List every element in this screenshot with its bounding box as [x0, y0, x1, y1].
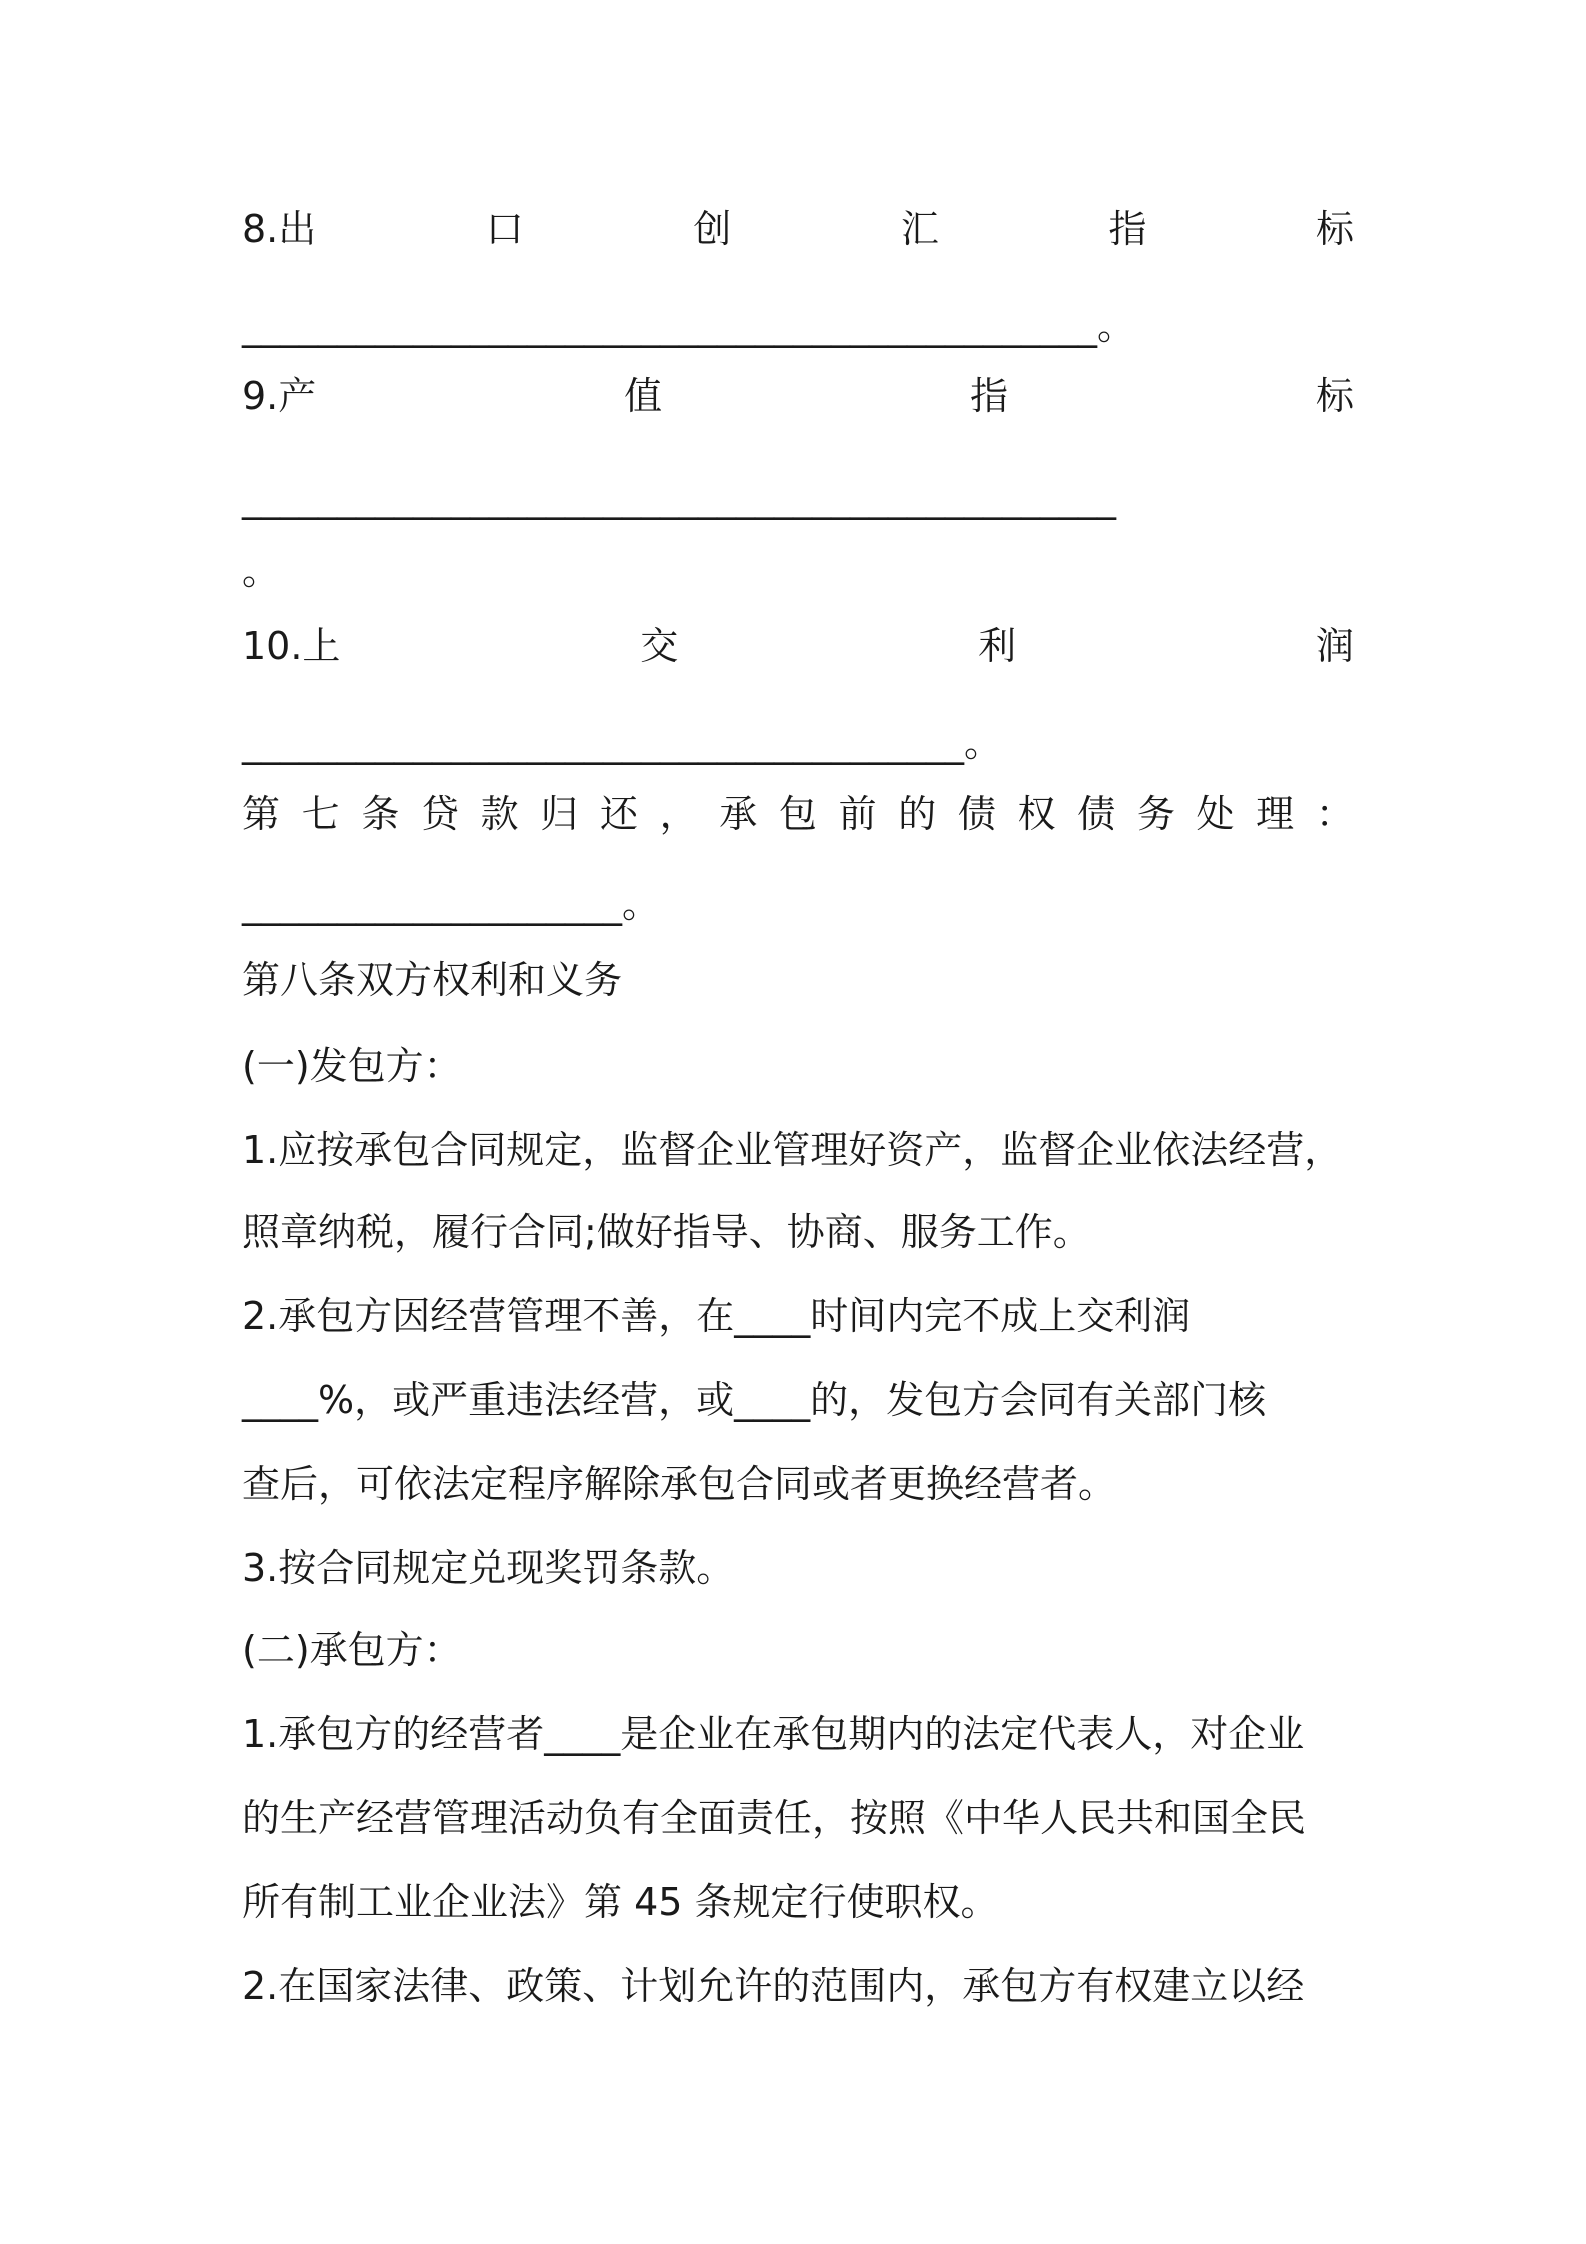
- article-7-char: 处: [1196, 792, 1235, 836]
- party-b-heading: (二)承包方：: [242, 1628, 462, 1672]
- article-7-char: 债: [1077, 792, 1116, 836]
- item-8-char: 8.出: [242, 207, 317, 251]
- article-7-char: 前: [838, 792, 877, 836]
- party-a-item-1-line-2: 照章纳税，履行合同;做好指导、协商、服务工作。: [242, 1210, 1091, 1254]
- item-9-char: 指: [970, 374, 1009, 418]
- article-7-char: 务: [1136, 792, 1175, 836]
- article-7-blank: ____________________。: [242, 882, 661, 926]
- item-10-char: 10.上: [242, 624, 341, 668]
- article-7-char: 债: [957, 792, 996, 836]
- item-9-char: 值: [624, 374, 663, 418]
- paragraph-text: 1.应按承包合同规定，监督企业管理好资产，监督企业依法经营，: [242, 1128, 1343, 1172]
- item-8-char: 口: [485, 207, 524, 251]
- article-7-char: 贷: [420, 792, 459, 836]
- party-b-item-2-line-1: 2.在国家法律、政策、计划允许的范围内，承包方有权建立以经: [242, 1964, 1305, 2008]
- party-a-item-2-line-3: 查后，可依法定程序解除承包合同或者更换经营者。: [242, 1462, 1117, 1506]
- item-10-heading: [242, 620, 1354, 672]
- article-7-char: ：: [1315, 792, 1354, 836]
- party-a-item-2-line-2: ____%，或严重违法经营，或____的，发包方会同有关部门核: [242, 1378, 1267, 1422]
- article-7-char: 第: [242, 792, 281, 836]
- article-7-char: ，: [659, 792, 698, 836]
- article-7-char: 的: [898, 792, 937, 836]
- item-8-char: 汇: [900, 207, 939, 251]
- article-7-char: 条: [361, 792, 400, 836]
- article-7-char: 款: [480, 792, 519, 836]
- article-7-char: 七: [301, 792, 340, 836]
- item-10-blank: ______________________________________。: [242, 721, 1003, 765]
- item-10-char: 交: [640, 624, 679, 668]
- item-9-char: 标: [1315, 374, 1354, 418]
- article-7-char: 理: [1256, 792, 1295, 836]
- item-9-char: 9.产: [242, 374, 317, 418]
- item-9-heading: [242, 370, 1354, 422]
- item-9-period: 。: [242, 549, 281, 593]
- item-8-blank: _____________________________________________。: [242, 304, 1136, 348]
- item-8-char: 标: [1315, 207, 1354, 251]
- article-8-title: 第八条双方权利和义务: [242, 958, 623, 1002]
- article-7-char: 归: [540, 792, 579, 836]
- item-10-char: 润: [1315, 624, 1354, 668]
- article-7-char: 权: [1017, 792, 1056, 836]
- item-9-blank: ______________________________________________: [242, 476, 1116, 520]
- article-7-char: 承: [719, 792, 758, 836]
- item-8-char: 创: [693, 207, 732, 251]
- party-a-item-1-line-1: [242, 1124, 1354, 1176]
- article-7-char: 包: [778, 792, 817, 836]
- party-a-item-2-line-1: 2.承包方因经营管理不善，在____时间内完不成上交利润: [242, 1294, 1191, 1338]
- party-b-item-1-line-1: 1.承包方的经营者____是企业在承包期内的法定代表人，对企业: [242, 1712, 1305, 1756]
- party-a-item-3: 3.按合同规定兑现奖罚条款。: [242, 1546, 735, 1590]
- party-b-item-1-line-3: 所有制工业企业法》第 45 条规定行使职权。: [242, 1880, 999, 1924]
- party-a-heading: (一)发包方：: [242, 1044, 462, 1088]
- party-b-item-1-line-2: 的生产经营管理活动负有全面责任，按照《中华人民共和国全民: [242, 1796, 1307, 1840]
- article-7-char: 还: [599, 792, 638, 836]
- article-7-heading: [242, 788, 1354, 840]
- item-8-heading: [242, 203, 1354, 255]
- item-10-char: 利: [978, 624, 1017, 668]
- item-8-char: 指: [1108, 207, 1147, 251]
